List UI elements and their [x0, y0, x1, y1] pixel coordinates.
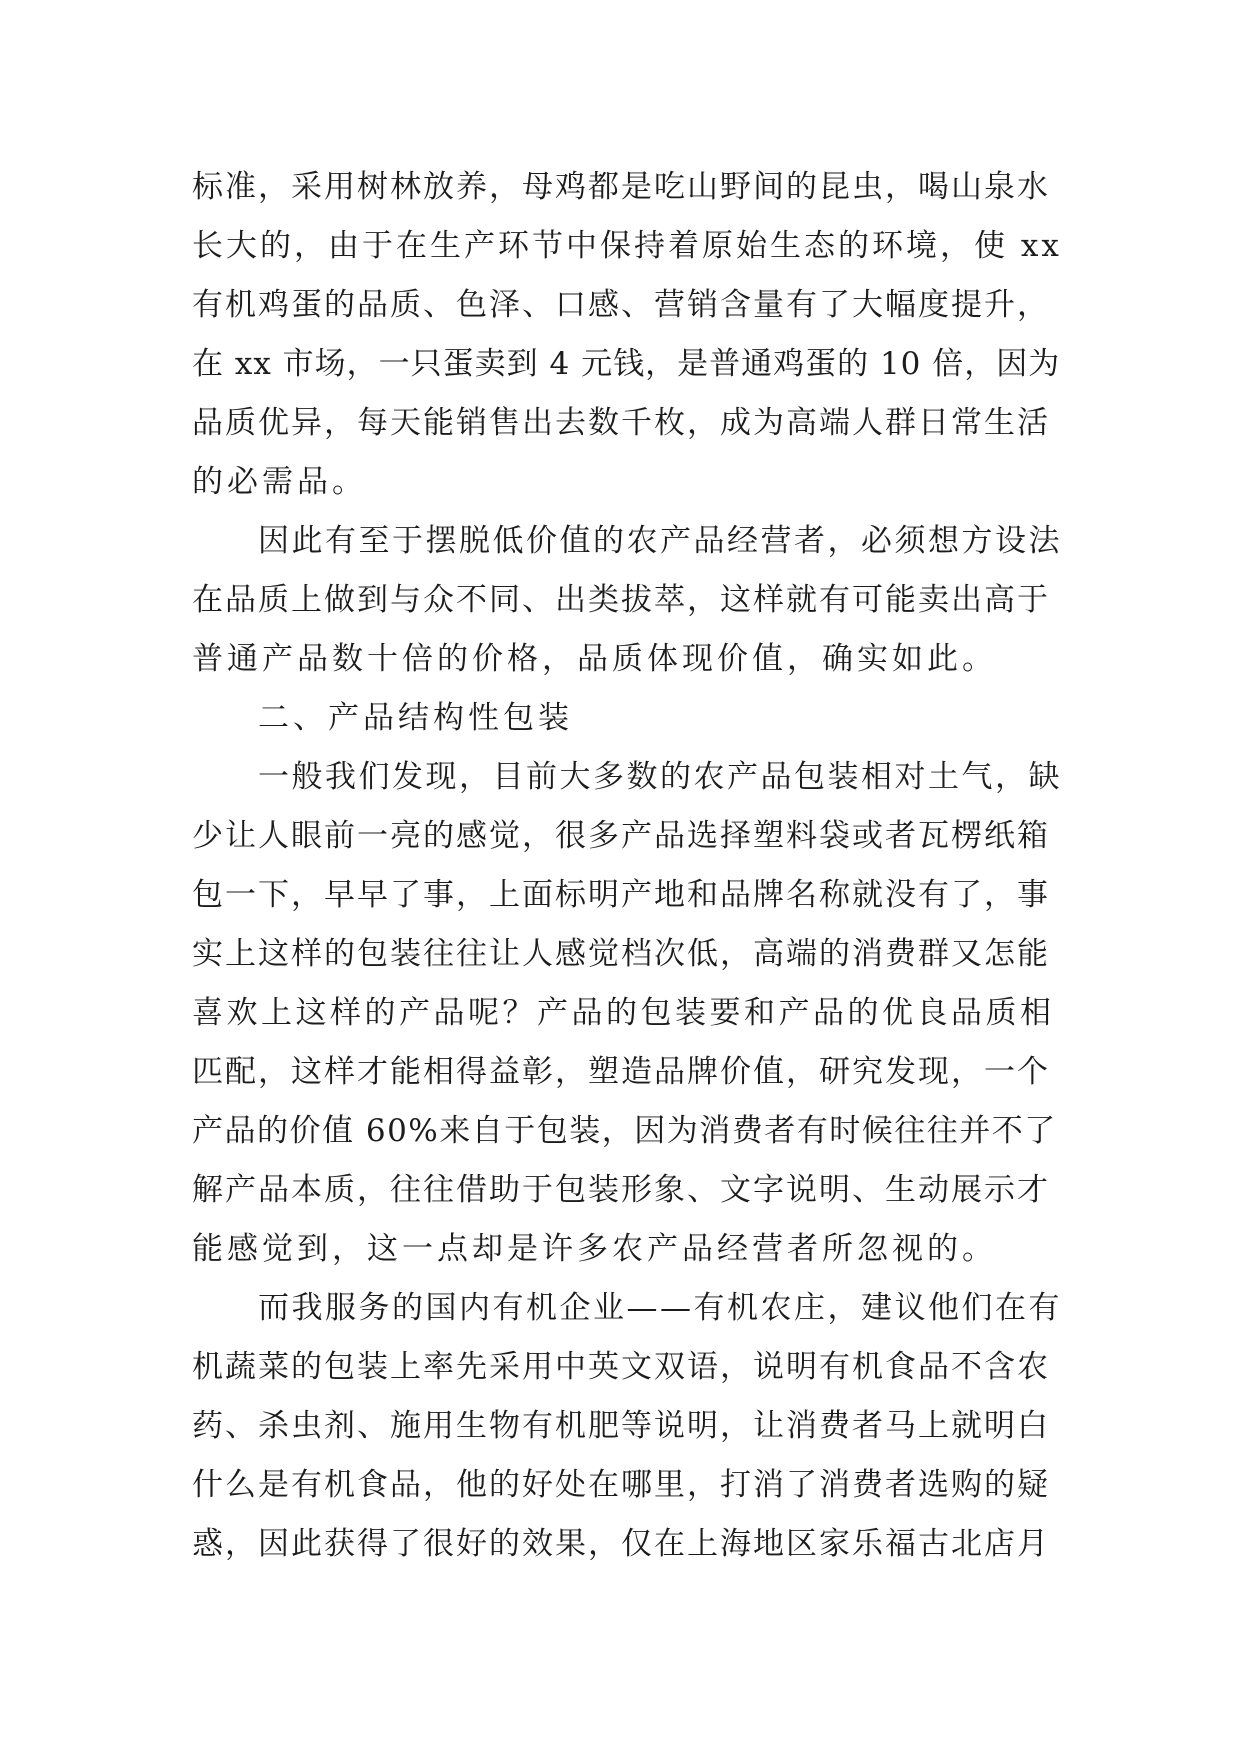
text-line: 解产品本质，往往借助于包装形象、文字说明、生动展示才: [192, 1172, 1050, 1208]
text-line: 长大的，由于在生产环节中保持着原始生态的环境，使 xx: [192, 228, 1062, 264]
text-line: 喜欢上这样的产品呢？产品的包装要和产品的优良品质相: [192, 995, 1055, 1031]
text-line: 什么是有机食品，他的好处在哪里，打消了消费者选购的疑: [192, 1467, 1050, 1503]
section-heading: 二、产品结构性包装: [258, 700, 573, 736]
paragraph-start-line: 而我服务的国内有机企业——有机农庄，建议他们在有: [258, 1290, 1062, 1326]
text-line: 有机鸡蛋的品质、色泽、口感、营销含量有了大幅度提升，: [192, 287, 1050, 323]
text-line: 普通产品数十倍的价格，品质体现价值，确实如此。: [192, 641, 997, 677]
body-text: [192, 158, 1062, 1574]
text-line: 机蔬菜的包装上率先采用中英文双语，说明有机食品不含农: [192, 1349, 1050, 1385]
paragraph-start-line: 因此有至于摆脱低价值的农产品经营者，必须想方设法: [258, 523, 1062, 559]
text-line: 的必需品。: [192, 464, 367, 500]
text-line: 实上这样的包装往往让人感觉档次低，高端的消费群又怎能: [192, 936, 1050, 972]
text-line: 惑，因此获得了很好的效果，仅在上海地区家乐福古北店月: [192, 1526, 1050, 1562]
text-line: 药、杀虫剂、施用生物有机肥等说明，让消费者马上就明白: [192, 1408, 1050, 1444]
text-line: 匹配，这样才能相得益彰，塑造品牌价值，研究发现，一个: [192, 1054, 1050, 1090]
text-line: 能感觉到，这一点却是许多农产品经营者所忽视的。: [192, 1231, 997, 1267]
text-line: 在 xx 市场，一只蛋卖到 4 元钱，是普通鸡蛋的 10 倍，因为: [192, 346, 1061, 382]
text-line: 包一下，早早了事，上面标明产地和品牌名称就没有了，事: [192, 877, 1050, 913]
text-line: 产品的价值 60%来自于包装，因为消费者有时候往往并不了: [192, 1113, 1057, 1149]
text-line: 在品质上做到与众不同、出类拔萃，这样就有可能卖出高于: [192, 582, 1050, 618]
text-line: 标准，采用树林放养，母鸡都是吃山野间的昆虫，喝山泉水: [192, 169, 1050, 205]
paragraph-start-line: 一般我们发现，目前大多数的农产品包装相对土气，缺: [258, 759, 1062, 795]
text-line: 品质优异，每天能销售出去数千枚，成为高端人群日常生活: [192, 405, 1050, 441]
text-line: 少让人眼前一亮的感觉，很多产品选择塑料袋或者瓦楞纸箱: [192, 818, 1050, 854]
